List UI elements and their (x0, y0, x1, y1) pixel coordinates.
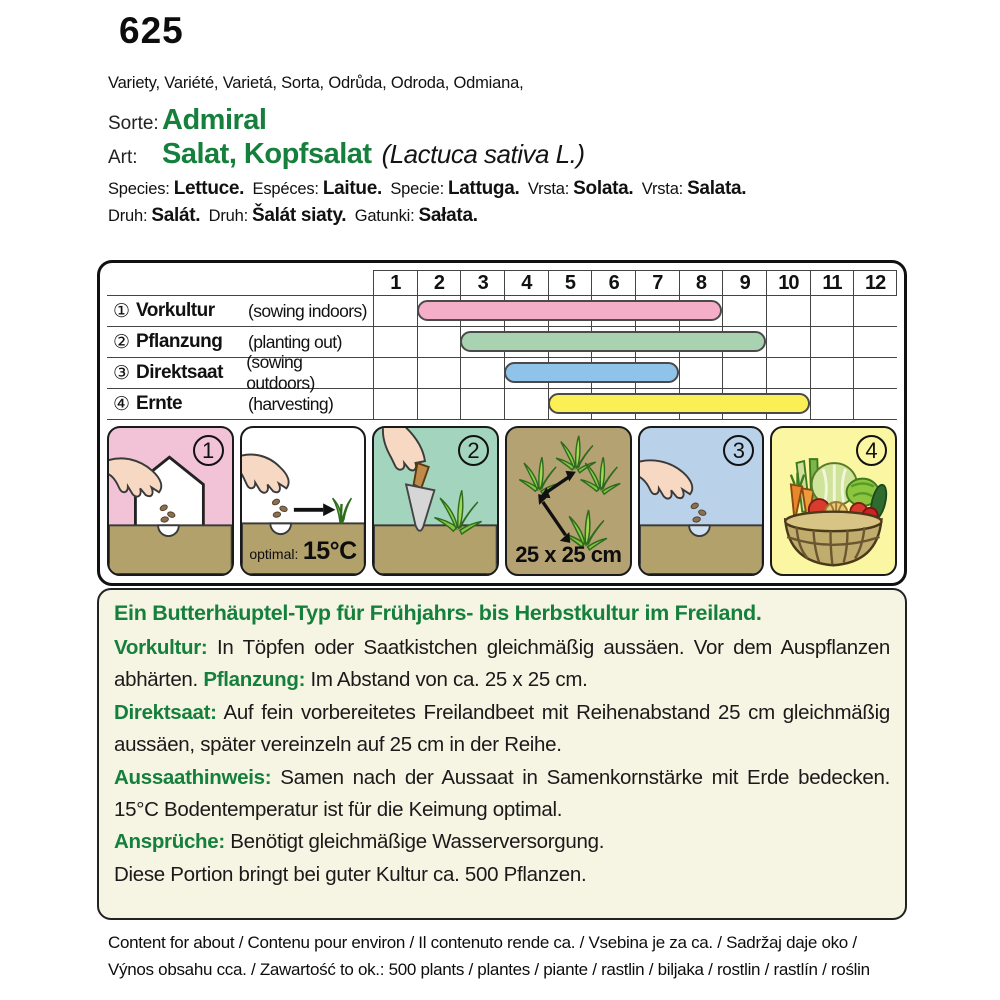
month-header: 11 (810, 270, 854, 295)
row-label-german: Vorkultur (136, 300, 215, 321)
row-label-english: (planting out) (248, 331, 342, 352)
row-label-german: Direktsaat (136, 362, 223, 383)
month-header: 9 (722, 270, 766, 295)
instruction-icon-panels (107, 426, 897, 576)
step-number-badge: 2 (458, 435, 489, 466)
step-number-badge: 1 (193, 435, 224, 466)
month-header: 3 (460, 270, 504, 295)
header-spacer (107, 270, 373, 295)
calendar-row-vorkultur (107, 295, 897, 326)
paragraph-vorkultur-pflanzung (114, 632, 890, 697)
footer-line-1: Content for about / Contenu pour environ / Il contenuto rende ca. / Vsebina je za ca. / Sadržaj daje oko / (108, 933, 857, 952)
species-label: Druh: (108, 207, 148, 225)
aussaathinweis-lead: Aussaathinweis: (114, 765, 272, 789)
paragraph-ansprueche (114, 826, 890, 858)
species-label: Vrsta: (641, 180, 684, 198)
spacing-arrow-1 (547, 477, 570, 493)
calendar-row-direktsaat (107, 352, 897, 393)
vorkultur-lead: Vorkultur: (114, 636, 208, 659)
footer-line-2: Výnos obsahu cca. / Zawartość to ok.: 500 plants / plantes / piante / rastlin / biljaka / rostlin / rastlín / roślin (108, 959, 870, 979)
species-value: Lattuga. (447, 178, 520, 199)
calendar-row-pflanzung (107, 326, 897, 357)
variety-name: Admiral (162, 104, 267, 136)
pflanzung-text: Im Abstand von ca. 25 x 25 cm. (305, 668, 588, 692)
row-label-english: (sowing outdoors) (246, 352, 315, 393)
cultivation-instructions-card (97, 588, 907, 920)
optimal-temperature-icon (240, 426, 367, 576)
species-value: Solata. (573, 178, 634, 199)
sorte-label: Sorte: (108, 113, 159, 134)
direktsaat-lead: Direktsaat: (114, 700, 217, 724)
vorkultur-text: In Töpfen oder Saatkistchen gleichmäßig aussäen. Vor dem Auspflanzen abhärten. (114, 636, 890, 692)
step-number-badge: 4 (856, 435, 887, 466)
period-bar-pflanzung (460, 331, 766, 352)
art-label: Art: (108, 147, 138, 168)
circled-number: ② (113, 331, 131, 353)
harvest-basket-icon (770, 426, 897, 576)
period-bar-direktsaat (504, 362, 679, 383)
optimal-label: optimal: (249, 546, 299, 562)
circled-number: ③ (113, 362, 131, 384)
month-header: 10 (766, 270, 810, 295)
row-label-german: Pflanzung (136, 331, 223, 352)
variety-multilingual-line: Variety, Variété, Varietá, Sorta, Odrůda, Odroda, Odmiana, (108, 74, 524, 92)
basket (786, 512, 882, 566)
seedling (332, 498, 351, 523)
trowel-blade (406, 484, 434, 530)
species-label: Species: (108, 180, 170, 198)
species-label: Druh: (208, 207, 249, 225)
temperature-value: 15°C (302, 537, 357, 565)
row-label-english: (sowing indoors) (248, 300, 367, 321)
planting-out-icon (372, 426, 499, 576)
plant-spacing-icon (505, 426, 632, 576)
temperature-caption (242, 537, 365, 566)
spacing-caption: 25 x 25 cm (515, 542, 622, 567)
species-name: Salat, Kopfsalat (162, 138, 372, 170)
packet-number: 625 (119, 10, 184, 51)
paragraph-aussaathinweis (114, 762, 890, 827)
month-header: 4 (504, 270, 548, 295)
species-value: Sałata. (418, 205, 478, 226)
circled-number: ① (113, 300, 131, 322)
paragraph-portion (114, 859, 890, 891)
ansprueche-text: Benötigt gleichmäßige Wasserversorgung. (224, 830, 605, 854)
circled-number: ④ (113, 393, 131, 415)
instructions-headline: Ein Butterhäuptel-Typ für Frühjahrs- bis Herbstkultur im Freiland. (114, 601, 762, 625)
species-value: Lettuce. (173, 178, 245, 199)
sowing-outdoors-icon (638, 426, 765, 576)
month-header: 2 (417, 270, 461, 295)
species-label: Vrsta: (527, 180, 570, 198)
species-translations-line-2 (108, 205, 482, 227)
pflanzung-lead: Pflanzung: (203, 668, 306, 692)
sowing-calendar-table (107, 270, 897, 420)
species-value: Salát. (151, 205, 201, 226)
arrow-head (323, 503, 335, 516)
row-label-german: Ernte (136, 393, 183, 414)
month-header: 6 (591, 270, 635, 295)
species-value: Šalát siaty. (252, 205, 347, 226)
direktsaat-text: Auf fein vorbereitetes Freilandbeet mit Reihenabstand 25 cm gleichmäßig aussäen, später vereinzeln auf 25 cm in der Reihe. (114, 700, 890, 757)
period-bar-ernte (548, 393, 810, 414)
month-header-row (107, 270, 897, 295)
variety-row (108, 104, 266, 137)
species-row (108, 138, 585, 171)
spacing-arrow-2 (543, 502, 566, 535)
hand (640, 460, 692, 498)
month-header: 8 (679, 270, 723, 295)
latin-name: (Lactuca sativa L.) (381, 139, 585, 169)
ansprueche-lead: Ansprüche: (114, 830, 225, 854)
species-label: Gatunki: (354, 207, 415, 225)
calendar-row-ernte (107, 388, 897, 420)
sowing-calendar-card (97, 260, 907, 586)
species-value: Salata. (687, 178, 747, 199)
period-bar-vorkultur (417, 300, 723, 321)
paragraph-direktsaat (114, 697, 890, 762)
sowing-indoors-icon (107, 426, 234, 576)
month-header: 1 (373, 270, 417, 295)
trowel-handle (414, 463, 429, 488)
row-label-english: (harvesting) (248, 393, 334, 414)
hand (242, 455, 289, 493)
content-multilingual-footer (108, 930, 908, 984)
species-label: Espéces: (252, 180, 319, 198)
hand (109, 458, 161, 496)
month-header: 5 (548, 270, 592, 295)
aussaathinweis-text: Samen nach der Aussaat in Samenkornstärke mit Erde bedecken. 15°C Bodentemperatur ist für die Keimung optimal. (114, 765, 890, 821)
species-label: Specie: (390, 180, 444, 198)
soil (374, 525, 497, 574)
month-header: 7 (635, 270, 679, 295)
step-number-badge: 3 (723, 435, 754, 466)
month-header: 12 (853, 270, 897, 295)
species-translations-line-1 (108, 178, 750, 200)
species-value: Laitue. (322, 178, 382, 199)
portion-text: Diese Portion bringt bei guter Kultur ca. 500 Pflanzen. (114, 862, 587, 886)
